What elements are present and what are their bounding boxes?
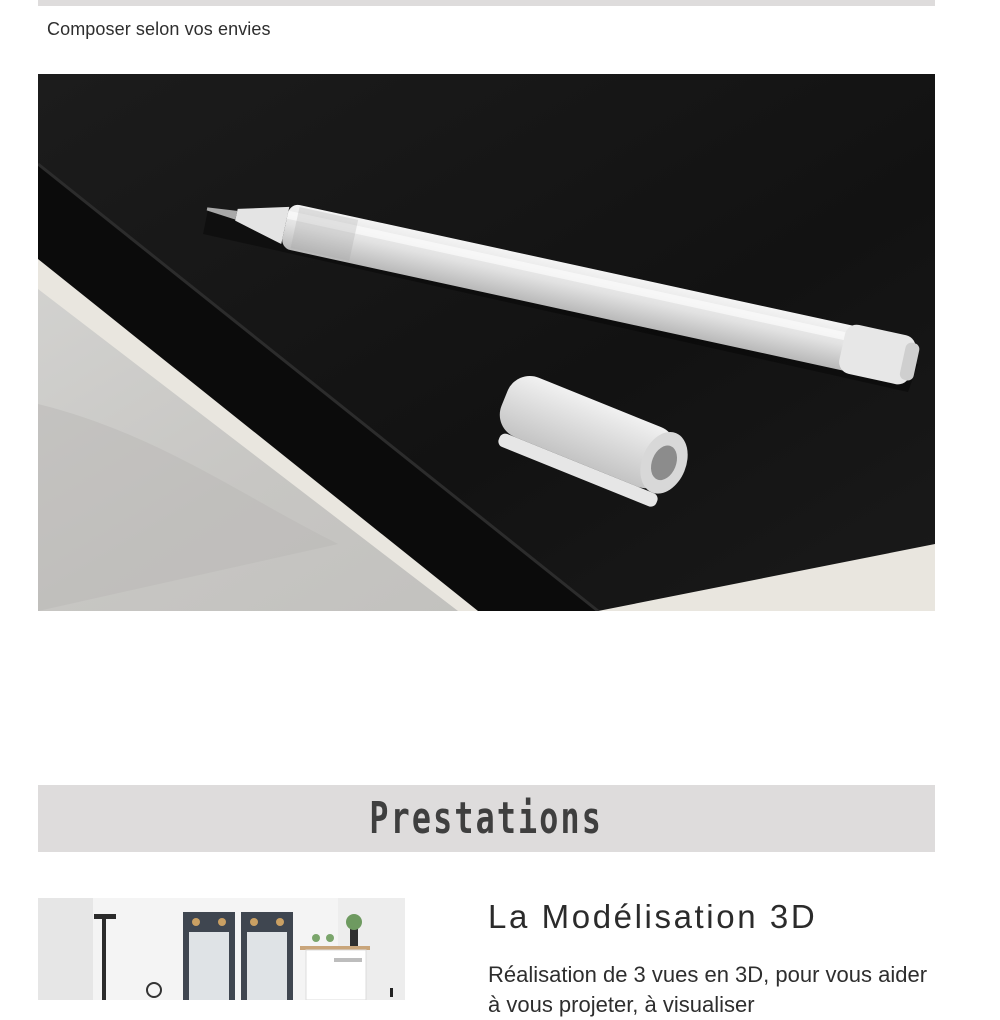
service-image-bathroom <box>38 898 405 1000</box>
hero-image <box>38 74 935 611</box>
prestations-header <box>38 785 935 852</box>
notebook-pen-illustration <box>38 74 935 611</box>
top-band <box>38 0 935 6</box>
bathroom-render-illustration <box>38 898 405 1000</box>
service-description: Réalisation de 3 vues en 3D, pour vous aider à vous projeter, à visualiser <box>488 962 928 1017</box>
image-caption: Composer selon vos envies <box>47 19 271 39</box>
service-title: La Modélisation 3D <box>488 898 818 935</box>
section-title: Prestations <box>369 792 604 844</box>
